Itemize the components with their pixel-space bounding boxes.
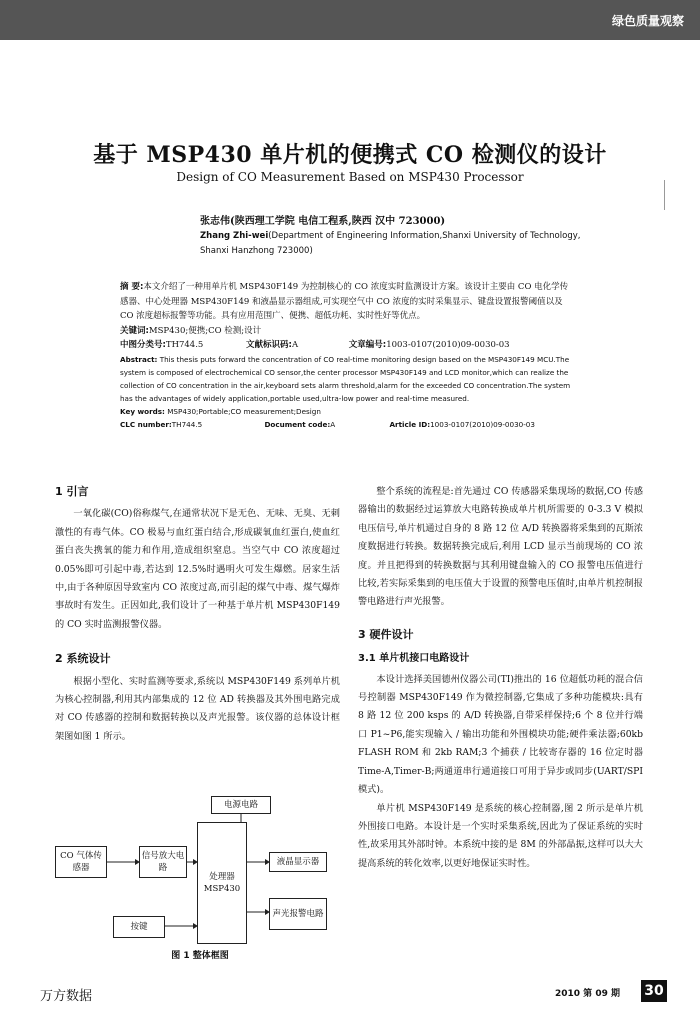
article-value: 1003-0107(2010)09-0030-03 [386,340,510,350]
abstract-en [120,353,575,405]
header-bar [0,0,700,40]
author-en [200,229,650,244]
watermark: 万方数据 [40,989,93,1004]
article-label: 文章编号: [348,340,387,350]
keywords-en-text: MSP430;Portable;CO measurement;Design [167,406,321,416]
doc-value: A [291,340,299,350]
section2-paragraph: 根据小型化、实时监测等要求,系统以 MSP430F149 系列单片机为核心控制器,利用其内部集成的 12 位 AD 转换器及其外围电路完成对 CO 传感器的控制和数据转换以及声光报警。该仪器的总体设计框架图如图 1 所示。 [55,675,340,742]
clc-en-label: CLC number: [120,419,172,429]
author-block [200,214,650,259]
abstract-block [120,280,575,431]
page-title-en: Design of CO Measurement Based on MSP430 Processor [176,170,524,184]
keys-box: 按键 [113,916,165,938]
author-en-name: Zhang Zhi-wei [200,231,269,241]
keywords-en-label: Key words: [120,406,165,416]
doc-label: 文献标识码: [246,340,292,350]
flow-paragraph: 整个系统的流程是:首先通过 CO 传感器采集现场的数据,CO 传感器输出的数据经过运算放大电路转换成单片机所需要的 0-3.3 V 模拟电压信号,单片机通过自身的 8 路 12 位 A/D 转换器将采集到的瓦斯浓度数据进行转换。数据转换完成后,利用 LCD 显示当前现场的 CO 浓度。并且把得到的转换数据与其利用键盘输入的 CO 报警电压值进行比较,若实际采集到的电压值大于设置的预警电压值时,由单片机控制报警电路进行声光报警。 [358,486,643,608]
abstract-en-text: This thesis puts forward the concentration of CO real-time monitoring design based on the MSP430F149 MCU.The system is composed of electrochemical CO sensor,the center processor MSP430F149 and LCD monitor,which can realize the collection of CO concentration in the air,keyboard sets alarm threshold,alarm for the exceeded CO concentration.The system has the advantages of widely application,portable used,ultra-low power and real-time measured. [120,354,571,403]
sensor-box: CO 气体传感器 [55,846,107,878]
clc-label: 中图分类号: [120,340,166,350]
signal-amp-box: 信号放大电路 [139,846,187,878]
author-cn: 张志伟(陕西理工学院 电信工程系,陕西 汉中 723000) [200,216,446,227]
page-number: 30 [641,980,667,1002]
article-en-label: Article ID: [389,419,431,429]
keywords-en [120,405,575,418]
keywords-text: MSP430;便携;CO 检测;设计 [148,325,262,336]
author-en-affil: (Department of Engineering Information,Shanxi University of Technology, [268,231,581,241]
issue-label: 2010 第 09 期 [555,989,620,999]
section3-paragraph-1: 本设计选择美国德州仪器公司(TI)推出的 16 位超低功耗的混合信号控制器 MSP430F149 作为微控制器,它集成了多种功能模块:具有 8 路 12 位 200 ksps 的 A/D 转换器,自带采样保持;6 个 8 位并行端口 P1~P6,能实现输入 / 输出功能和外围模块功能;硬件乘法器;60kb FLASH ROM 和 2kb RAM;3 个捕获 / 比较寄存器的 16 位定时器 Time-A,Timer-B;两通道串行通道接口可用于异步或同步(UART/SPI 模式)。 [358,673,643,796]
section3-paragraph-2: 单片机 MSP430F149 是系统的核心控制器,图 2 所示是单片机外围接口电路。本设计是一个实时采集系统,因此为了保证系统的实时性,故采用其外部时钟。本系统中接的是 8M 的外部晶振,这样可以大大提高系统的转化效率,以更好地保证实时性。 [358,802,643,869]
section3-heading: 3 硬件设计 [358,627,414,641]
keywords-label: 关键词: [120,325,149,336]
abstract-label: 摘 要: [120,282,144,292]
doc-en-value: A [330,419,336,429]
abstract-en-label: Abstract: [120,354,158,364]
figure1-caption: 图 1 整体框图 [171,951,229,961]
processor-box: 处理器 MSP430 [197,822,247,944]
section2-heading: 2 系统设计 [55,652,111,666]
clc-value: TH744.5 [165,340,204,350]
right-column [358,483,643,873]
article-en-value: 1003-0107(2010)09-0030-03 [430,419,535,429]
abstract-text: 本文介绍了一种用单片机 MSP430F149 为控制核心的 CO 浓度实时监测设计方案。该设计主要由 CO 电化学传感器、中心处理器 MSP430F149 和液晶显示器组成,可实现空气中 CO 浓度的实时采集显示、键盘设置报警阈值以及 CO 浓度超标报警等功能。具有应用范围广、便携、超低功耗、实时性好等优点。 [120,282,569,321]
doc-en-label: Document code: [264,419,331,429]
classification-cn [120,338,575,353]
abstract-cn [120,280,575,324]
section3-1-heading: 3.1 单片机接口电路设计 [358,653,470,665]
section1-paragraph: 一氧化碳(CO)俗称煤气,在通常状况下是无色、无味、无臭、无刺激性的有毒气体。CO 极易与血红蛋白结合,形成碳氧血红蛋白,使血红蛋白丧失携氧的能力和作用,造成组织窒息。当空气中 CO 浓度超过 0.05%即可引起中毒,若达到 12.5%时遇明火可发生爆燃。居家生活中,由于各种原因导致室内 CO 浓度过高,而引起的煤气中毒、煤气爆炸事故时有发生。正因如此,我们设计了一种基于单片机 MSP430F149 的 CO 实时监测报警仪器。 [55,508,340,630]
power-circuit-box: 电源电路 [211,796,271,814]
figure1-diagram [55,794,345,974]
section1-heading: 1 引言 [55,485,89,498]
author-en-affil2: Shanxi Hanzhong 723000) [200,246,313,256]
lcd-box: 液晶显示器 [269,852,327,872]
classification-en [120,418,575,431]
margin-rule [664,180,665,210]
section-label: 绿色质量观察 [611,14,684,28]
left-column [55,483,340,746]
alarm-box: 声光报警电路 [269,898,327,930]
keywords-cn [120,324,575,339]
page-title: 基于 MSP430 单片机的便携式 CO 检测仪的设计 [93,142,607,168]
clc-en-value: TH744.5 [171,419,203,429]
